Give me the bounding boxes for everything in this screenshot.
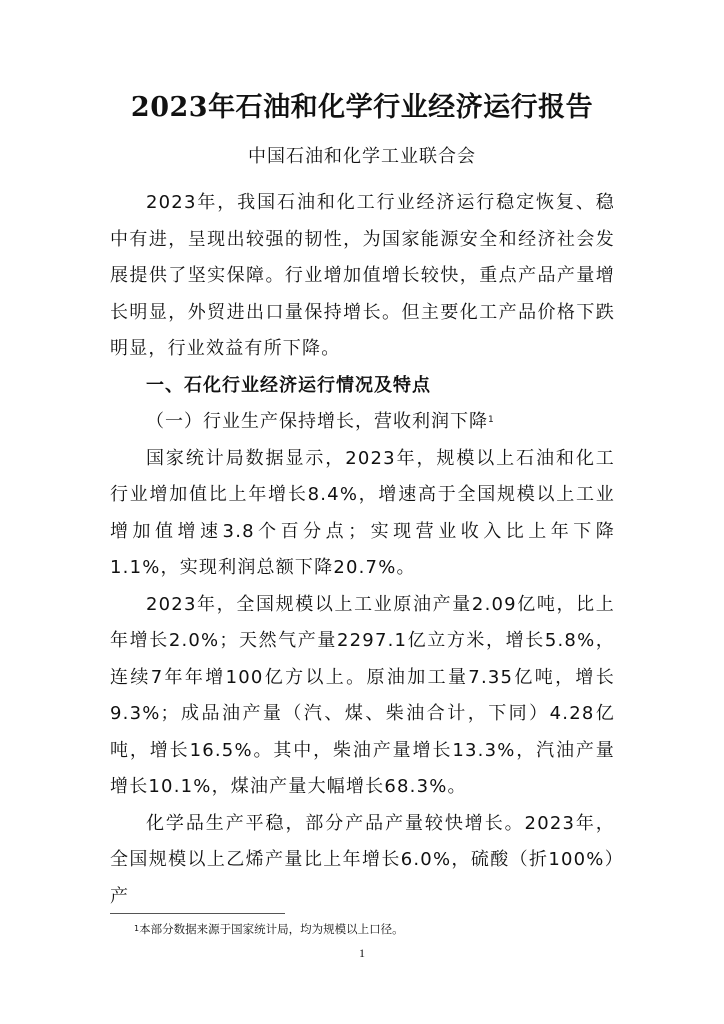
document-author: 中国石油和化学工业联合会 — [248, 146, 476, 167]
footnote-reference[interactable]: 1 — [488, 415, 494, 425]
subsection-heading-text: （一）行业生产保持增长，营收利润下降 — [146, 411, 488, 432]
paragraph-chemical-output: 化学品生产平稳，部分产品产量较快增长。2023年，全国规模以上乙烯产量比上年增长6.0%，硫酸（折100%）产 — [110, 812, 615, 907]
paragraph-oil-gas-output: 2023年，全国规模以上工业原油产量2.09亿吨，比上年增长2.0%；天然气产量2297.1亿立方米，增长5.8%，连续7年年增100亿方以上。原油加工量7.35亿吨，增长9.3%；成品油产量（汽、煤、柴油合计，下同）4.28亿吨，增长16.5%。其中，柴油产量增长13.3%，汽油产量增长10.1%，煤油产量大幅增长68.3%。 — [110, 593, 615, 797]
page-number: 1 — [359, 946, 365, 960]
footnote — [134, 920, 614, 938]
paragraph-intro: 2023年，我国石油和化工行业经济运行稳定恢复、稳中有进，呈现出较强的韧性，为国家能源安全和经济社会发展提供了坚实保障。行业增加值增长较快，重点产品产量增长明显，外贸进出口量保持增长。但主要化工产品价格下跌明显，行业效益有所下降。 — [110, 192, 615, 359]
footnote-divider — [110, 913, 285, 914]
subsection-heading — [110, 404, 615, 441]
section-heading: 一、石化行业经济运行情况及特点 — [146, 374, 431, 396]
document-body — [110, 185, 615, 915]
footnote-marker: 1 — [134, 924, 140, 933]
footnote-text: 本部分数据来源于国家统计局，均为规模以上口径。 — [139, 922, 404, 936]
document-title: 2023年石油和化学行业经济运行报告 — [130, 92, 594, 123]
paragraph-industry-growth: 国家统计局数据显示，2023年，规模以上石油和化工行业增加值比上年增长8.4%，增速高于全国规模以上工业增加值增速3.8个百分点；实现营业收入比上年下降1.1%，实现利润总额下降20.7%。 — [110, 447, 615, 578]
